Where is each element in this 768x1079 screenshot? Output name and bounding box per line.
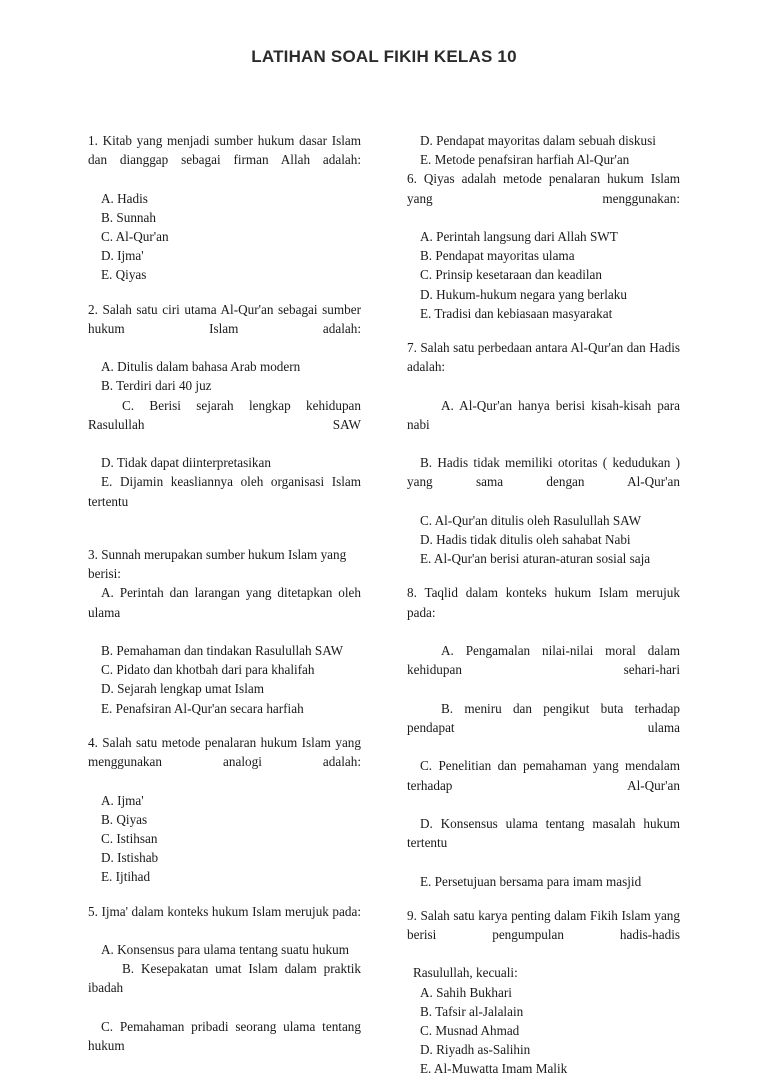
question-1-option-b: B. Sunnah (101, 209, 156, 225)
question-6-option-a: A. Perintah langsung dari Allah SWT (420, 229, 618, 245)
question-2-stem: 2. Salah satu ciri utama Al-Qur'an sebagai sumber hukum Islam adalah: (88, 301, 361, 336)
question-6-option-c: C. Prinsip kesetaraan dan keadilan (420, 267, 603, 283)
question-5-option-b: B. Kesepakatan umat Islam dalam praktik ibadah (88, 961, 361, 996)
question-6-stem: 6. Qiyas adalah metode penalaran hukum Islam yang menggunakan: (407, 171, 680, 206)
question-4-option-d: D. Istishab (101, 850, 159, 866)
question-6 (407, 169, 680, 323)
question-4 (88, 733, 361, 887)
question-7-option-d: D. Hadis tidak ditulis oleh sahabat Nabi (420, 532, 631, 548)
question-9-option-a: A. Sahih Bukhari (420, 984, 512, 1000)
left-column (88, 131, 361, 1079)
question-3-option-d: D. Sejarah lengkap umat Islam (101, 681, 264, 697)
question-5-option-a: A. Konsensus para ulama tentang suatu hukum (101, 941, 349, 957)
question-1-option-e: E. Qiyas (101, 267, 147, 283)
question-1 (88, 131, 361, 285)
page-title: LATIHAN SOAL FIKIH KELAS 10 (251, 47, 517, 66)
question-7-option-a: A. Al-Qur'an hanya berisi kisah-kisah para nabi (407, 397, 680, 432)
question-9-option-e: E. Al-Muwatta Imam Malik (420, 1061, 568, 1077)
question-2 (88, 300, 361, 530)
question-3-option-a: A. Perintah dan larangan yang ditetapkan oleh ulama (88, 585, 361, 620)
question-2-option-d: D. Tidak dapat diinterpretasikan (101, 455, 271, 471)
question-8-option-c: C. Penelitian dan pemahaman yang mendalam terhadap Al-Qur'an (407, 758, 680, 793)
question-4-stem: 4. Salah satu metode penalaran hukum Islam yang menggunakan analogi adalah: (88, 734, 361, 770)
question-5-option-e: E. Metode penafsiran harfiah Al-Qur'an (420, 152, 630, 168)
question-4-option-a: A. Ijma' (101, 792, 144, 808)
question-8-option-b: B. meniru dan pengikut buta terhadap pendapat ulama (407, 700, 680, 735)
question-5 (88, 902, 361, 1075)
question-5-continued (407, 131, 680, 169)
question-4-option-e: E. Ijtihad (101, 869, 151, 885)
question-3-stem: 3. Sunnah merupakan sumber hukum Islam yang berisi: (88, 547, 347, 582)
question-7-stem: 7. Salah satu perbedaan antara Al-Qur'an dan Hadis adalah: (407, 340, 680, 375)
question-9-stem-continuation: Rasulullah, kecuali: (413, 965, 518, 981)
question-2-option-c: C. Berisi sejarah lengkap kehidupan Rasulullah SAW (88, 397, 361, 432)
question-7-option-b: B. Hadis tidak memiliki otoritas ( kedudukan ) yang sama dengan Al-Qur'an (407, 455, 680, 490)
two-column-body (88, 131, 680, 1079)
question-9 (407, 906, 680, 1079)
question-2-option-a: A. Ditulis dalam bahasa Arab modern (101, 359, 301, 375)
question-4-option-b: B. Qiyas (101, 811, 148, 827)
question-6-option-b: B. Pendapat mayoritas ulama (420, 248, 575, 264)
question-2-option-e: E. Dijamin keasliannya oleh organisasi Islam tertentu (88, 474, 361, 509)
question-8-option-a: A. Pengamalan nilai-nilai moral dalam kehidupan sehari-hari (407, 643, 680, 678)
question-9-stem: 9. Salah satu karya penting dalam Fikih Islam yang berisi pengumpulan hadis-hadis (407, 907, 680, 942)
question-8 (407, 583, 680, 890)
question-8-option-e: E. Persetujuan bersama para imam masjid (420, 873, 642, 889)
question-8-stem: 8. Taqlid dalam konteks hukum Islam merujuk pada: (407, 585, 680, 620)
question-5-stem: 5. Ijma' dalam konteks hukum Islam merujuk pada: (88, 903, 361, 919)
question-1-option-c: C. Al-Qur'an (101, 229, 169, 245)
question-7-option-e: E. Al-Qur'an berisi aturan-aturan sosial saja (420, 551, 651, 567)
question-4-option-c: C. Istihsan (101, 830, 158, 846)
question-6-option-e: E. Tradisi dan kebiasaan masyarakat (420, 305, 613, 321)
question-9-option-c: C. Musnad Ahmad (420, 1022, 520, 1038)
question-7 (407, 338, 680, 568)
question-7-option-c: C. Al-Qur'an ditulis oleh Rasulullah SAW (420, 512, 642, 528)
question-1-option-a: A. Hadis (101, 190, 148, 206)
question-3-option-e: E. Penafsiran Al-Qur'an secara harfiah (101, 700, 304, 716)
question-1-option-d: D. Ijma' (101, 248, 144, 264)
question-3 (88, 545, 361, 718)
question-3-option-b: B. Pemahaman dan tindakan Rasulullah SAW (101, 643, 344, 659)
right-column (407, 131, 680, 1079)
question-1-stem: 1. Kitab yang menjadi sumber hukum dasar Islam dan dianggap sebagai firman Allah adalah: (88, 133, 361, 168)
question-6-option-d: D. Hukum-hukum negara yang berlaku (420, 286, 627, 302)
question-5-option-c: C. Pemahaman pribadi seorang ulama tentang hukum (88, 1018, 361, 1053)
question-2-option-b: B. Terdiri dari 40 juz (101, 378, 212, 394)
question-8-option-d: D. Konsensus ulama tentang masalah hukum tertentu (407, 815, 680, 851)
question-3-option-c: C. Pidato dan khotbah dari para khalifah (101, 662, 315, 678)
question-5-option-d: D. Pendapat mayoritas dalam sebuah diskusi (420, 133, 656, 148)
question-9-option-d: D. Riyadh as-Salihin (420, 1042, 531, 1058)
question-9-option-b: B. Tafsir al-Jalalain (420, 1003, 524, 1019)
